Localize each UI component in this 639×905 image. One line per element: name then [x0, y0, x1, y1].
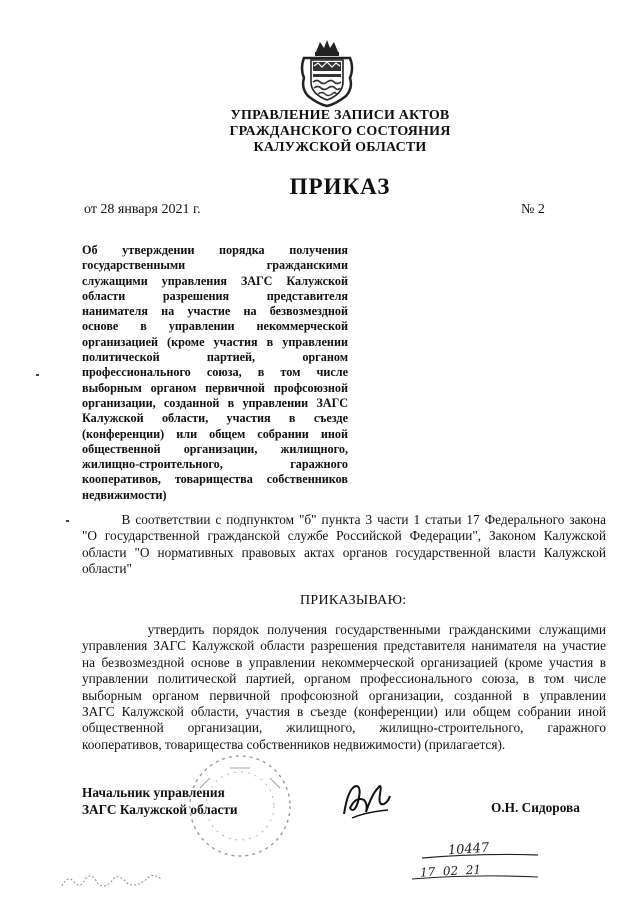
body-line: утвердить порядок получения государственными гражданскими служащими — [82, 622, 606, 637]
signatory-position — [82, 784, 238, 818]
handwritten-underline — [410, 872, 540, 882]
org-name-line-1: УПРАВЛЕНИЕ ЗАПИСИ АКТОВ — [230, 108, 450, 123]
faint-handwriting-mark — [58, 868, 168, 894]
position-line: ЗАГС Калужской области — [82, 802, 238, 817]
document-number: № 2 — [521, 202, 545, 217]
document-date: от 28 января 2021 г. — [84, 202, 201, 217]
subject-line: кооперативов, товарищества собственников — [82, 472, 348, 487]
signatory-name: О.Н. Сидорова — [491, 800, 580, 815]
subject-line: выборным органом первичной профсоюзной — [82, 380, 348, 395]
scan-speck — [36, 374, 39, 376]
body-line: на безвозмездной основе в управлении некоммерческой организацией (кроме участия в — [82, 654, 606, 670]
subject-line: недвижимости) — [82, 487, 167, 502]
body-line: управлении политической партией, органом профессионального союза, в том числе — [82, 671, 606, 687]
handwritten-reg-date: 17 02 21 — [419, 862, 482, 880]
org-name-line-2: ГРАЖДАНСКОГО СОСТОЯНИЯ — [229, 124, 451, 139]
subject-line: Калужской области, участия в съезде — [82, 411, 348, 426]
handwritten-underline — [420, 852, 540, 860]
scan-speck — [66, 520, 69, 522]
handwritten-signature-icon — [338, 774, 394, 824]
subject-line: профессионального союза, в том числе — [82, 365, 348, 380]
subject-line: Об утверждении порядка получения — [82, 243, 348, 257]
coat-of-arms-icon — [298, 38, 356, 108]
subject-line: области разрешения представителя — [82, 288, 348, 303]
subject-line: общественной организации, жилищного, — [82, 441, 348, 456]
order-keyword: ПРИКАЗЫВАЮ: — [300, 593, 407, 608]
subject-line: политической партией, органом — [82, 350, 348, 365]
preamble-paragraph — [82, 512, 606, 578]
preamble-line: области "О нормативных правовых актах органов государственной власти Калужской — [82, 544, 606, 560]
subject-line: основе в управлении некоммерческой — [82, 319, 348, 334]
subject-line: государственными гражданскими — [82, 258, 348, 273]
order-subject — [82, 243, 348, 503]
subject-line: жилищно-строительного, гаражного — [82, 457, 348, 472]
subject-line: нанимателя на участие на безвозмездной — [82, 304, 348, 319]
subject-line: организацией (кроме участия в управлении — [82, 334, 348, 349]
handwritten-reg-number: 10447 — [447, 840, 490, 859]
body-line: кооперативов, товарищества собственников недвижимости) (прилагается). — [82, 736, 506, 752]
subject-line: организации, созданной в управлении ЗАГС — [82, 395, 348, 410]
order-body-paragraph — [82, 622, 606, 753]
org-name-line-3: КАЛУЖСКОЙ ОБЛАСТИ — [253, 140, 427, 155]
body-line: общественной организации, жилищного, жилищно-строительного, гаражного — [82, 720, 606, 736]
preamble-line: В соответствии с подпунктом "б" пункта 3 части 1 статьи 17 Федерального закона — [82, 512, 606, 527]
subject-line: (конференции) или общем собрании иной — [82, 426, 348, 441]
body-line: выборным органом первичной профсоюзной организации, созданной в управлении — [82, 687, 606, 703]
body-line: ЗАГС Калужской области, участия в съезде (конференции) или общем собрании иной — [82, 704, 606, 720]
position-line: Начальник управления — [82, 785, 225, 800]
preamble-line: "О государственной гражданской службе Российской Федерации", Законом Калужской — [82, 528, 606, 544]
preamble-line: области" — [82, 561, 132, 577]
subject-line: служащими управления ЗАГС Калужской — [82, 273, 348, 288]
document-title: ПРИКАЗ — [289, 174, 391, 199]
body-line: управления ЗАГС Калужской области разрешения представителя нанимателя на участие — [82, 638, 606, 654]
